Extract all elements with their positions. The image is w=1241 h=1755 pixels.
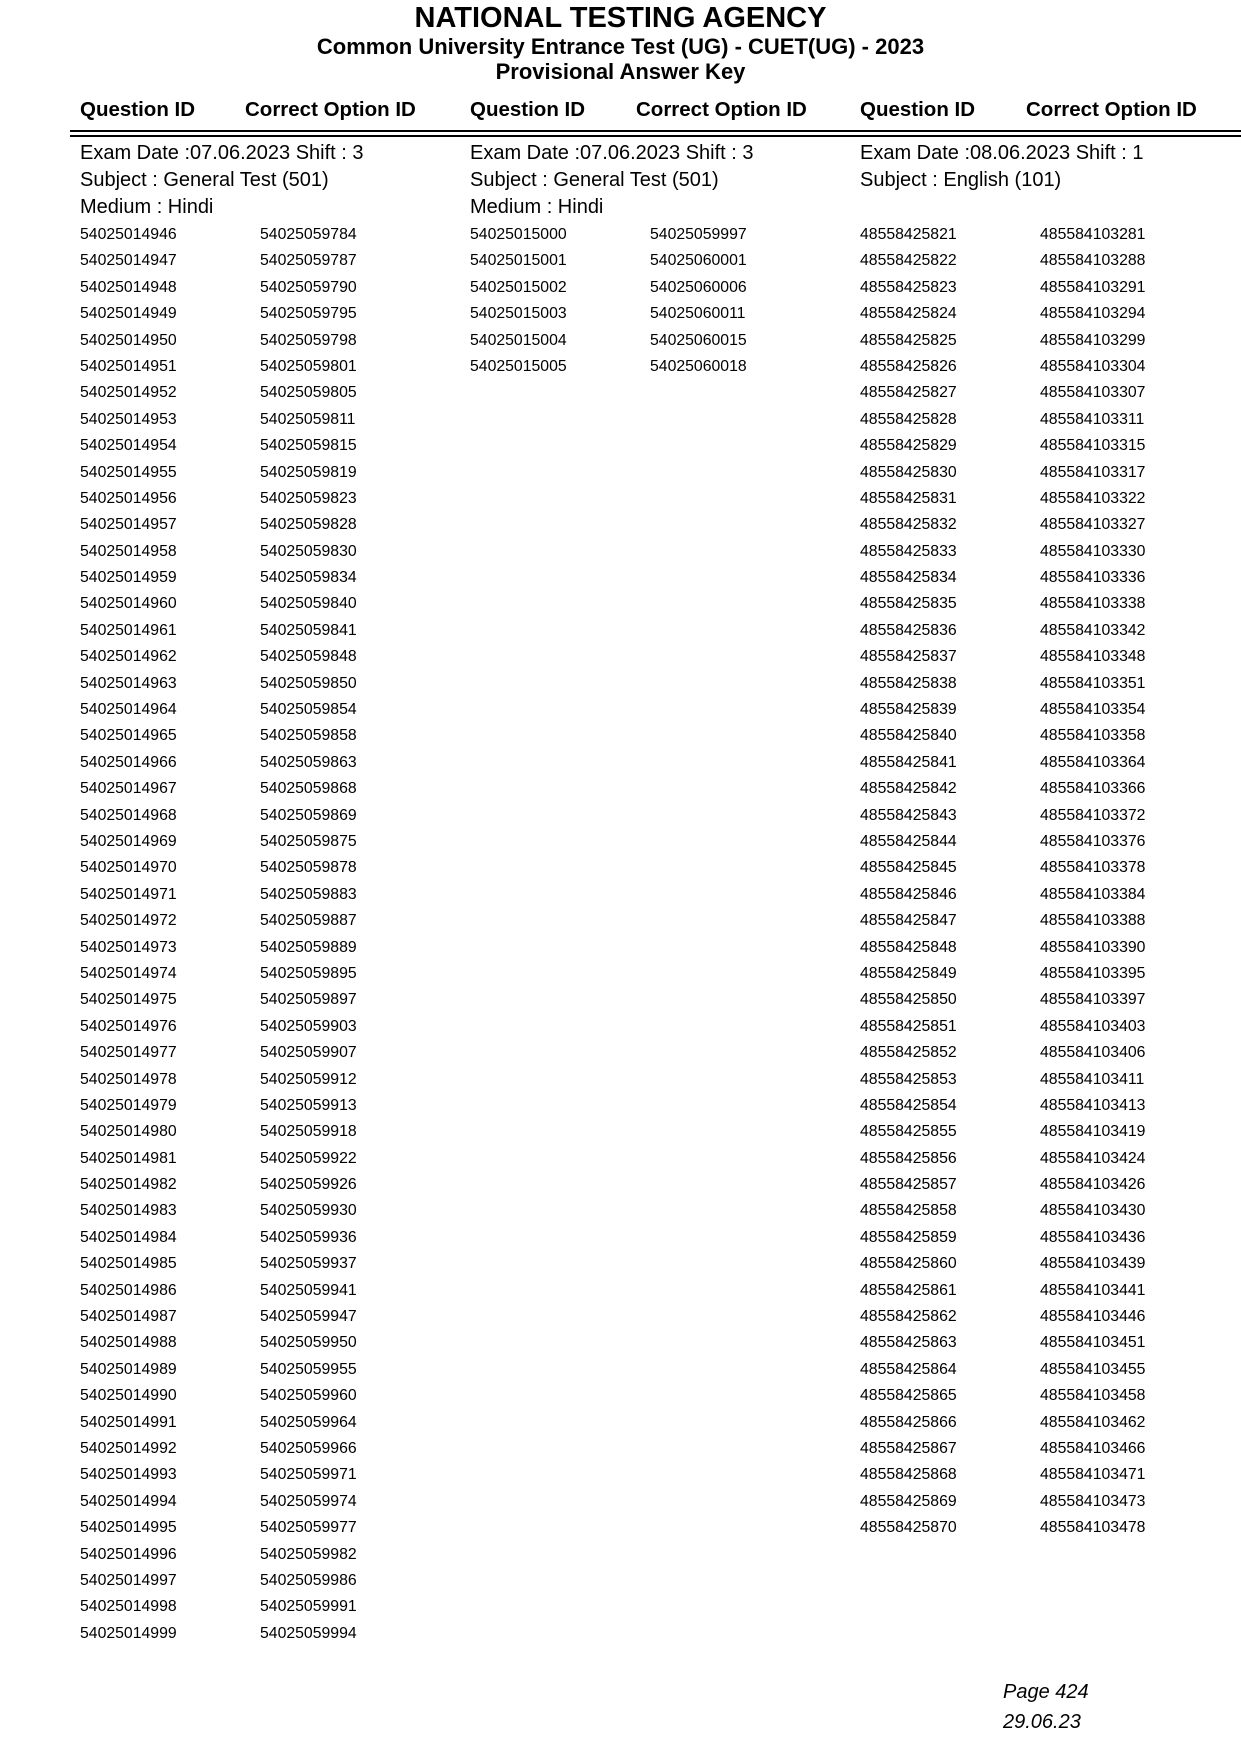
question-id-cell: 48558425822 [860, 252, 957, 270]
question-id-cell: 48558425824 [860, 305, 957, 323]
question-id-cell: 54025014987 [80, 1308, 177, 1326]
question-id-cell: 54025014970 [80, 859, 177, 877]
subject: Subject : English (101) [860, 169, 1062, 191]
question-id-cell: 48558425839 [860, 701, 957, 719]
question-id-cell: 48558425865 [860, 1387, 957, 1405]
correct-option-id-cell: 485584103462 [1040, 1413, 1146, 1431]
answer-section-1 [80, 140, 440, 1642]
correct-option-id-cell: 485584103411 [1040, 1070, 1145, 1088]
question-id-cell: 54025014969 [80, 832, 177, 850]
correct-option-id-cell: 54025059787 [260, 252, 357, 270]
question-id-cell: 48558425857 [860, 1176, 957, 1194]
correct-option-id-cell: 54025060006 [650, 278, 747, 296]
correct-option-id-cell: 54025059971 [260, 1466, 357, 1484]
question-id-cell: 48558425830 [860, 463, 957, 481]
correct-option-id-cell: 54025059912 [260, 1070, 357, 1088]
question-id-cell: 48558425852 [860, 1044, 957, 1062]
correct-option-id-cell: 485584103395 [1040, 964, 1146, 982]
question-id-cell: 54025014980 [80, 1123, 177, 1141]
correct-option-id-cell: 485584103378 [1040, 859, 1146, 877]
question-id-cell: 48558425837 [860, 648, 957, 666]
correct-option-id-cell: 54025059897 [260, 991, 357, 1009]
correct-option-id-header: Correct Option ID [245, 98, 416, 121]
question-id-cell: 54025014981 [80, 1149, 177, 1167]
question-id-cell: 48558425858 [860, 1202, 957, 1220]
question-id-cell: 48558425867 [860, 1439, 957, 1457]
correct-option-id-cell: 485584103358 [1040, 727, 1146, 745]
correct-option-id-cell: 54025059878 [260, 859, 357, 877]
question-id-cell: 48558425844 [860, 832, 957, 850]
question-id-cell: 54025014947 [80, 252, 177, 270]
question-id-cell: 54025014999 [80, 1624, 177, 1642]
correct-option-id-cell: 485584103439 [1040, 1255, 1146, 1273]
correct-option-id-cell: 54025060011 [650, 305, 746, 323]
correct-option-id-cell: 485584103430 [1040, 1202, 1146, 1220]
question-id-cell: 48558425853 [860, 1070, 957, 1088]
correct-option-id-cell: 485584103291 [1040, 278, 1146, 296]
correct-option-id-cell: 54025059805 [260, 384, 357, 402]
question-id-cell: 54025014967 [80, 780, 177, 798]
medium [860, 194, 1220, 221]
question-id-cell: 48558425849 [860, 964, 957, 982]
correct-option-id-cell: 54025059868 [260, 780, 357, 798]
question-id-cell: 54025014990 [80, 1387, 177, 1405]
correct-option-id-header: Correct Option ID [636, 98, 807, 121]
question-id-cell: 48558425841 [860, 753, 957, 771]
correct-option-id-cell: 485584103466 [1040, 1439, 1146, 1457]
question-id-cell: 54025015003 [470, 305, 567, 323]
question-id-cell: 54025014993 [80, 1466, 177, 1484]
correct-option-id-cell: 485584103354 [1040, 701, 1146, 719]
exam-title: Common University Entrance Test (UG) - CUET(UG) - 2023 [316, 34, 925, 59]
correct-option-id-cell: 485584103388 [1040, 912, 1146, 930]
question-id-cell: 54025014988 [80, 1334, 177, 1352]
correct-option-id-cell: 485584103406 [1040, 1044, 1146, 1062]
correct-option-id-cell: 54025059883 [260, 885, 357, 903]
medium: Medium : Hindi [470, 196, 604, 218]
question-id-cell: 48558425827 [860, 384, 957, 402]
correct-option-id-cell: 485584103376 [1040, 832, 1146, 850]
correct-option-id-cell: 485584103364 [1040, 753, 1146, 771]
question-id-cell: 54025014965 [80, 727, 177, 745]
correct-option-id-cell: 485584103384 [1040, 885, 1146, 903]
question-id-header: Question ID [80, 98, 196, 121]
correct-option-id-cell: 54025059811 [260, 410, 356, 428]
correct-option-id-cell: 54025059982 [260, 1545, 357, 1563]
correct-option-id-cell: 54025059918 [260, 1123, 357, 1141]
answer-section-3 [860, 140, 1220, 1537]
correct-option-id-cell: 54025059858 [260, 727, 357, 745]
correct-option-id-cell: 54025059823 [260, 489, 357, 507]
exam-date-shift: Exam Date :08.06.2023 Shift : 1 [860, 142, 1144, 164]
question-id-cell: 48558425825 [860, 331, 957, 349]
question-id-cell: 48558425850 [860, 991, 957, 1009]
correct-option-id-cell: 485584103471 [1040, 1466, 1146, 1484]
question-id-cell: 48558425823 [860, 278, 957, 296]
question-id-cell: 54025014949 [80, 305, 177, 323]
question-id-cell: 54025014995 [80, 1519, 177, 1537]
correct-option-id-cell: 54025059955 [260, 1360, 357, 1378]
correct-option-id-cell: 54025059854 [260, 701, 357, 719]
exam-date-shift: Exam Date :07.06.2023 Shift : 3 [470, 142, 754, 164]
correct-option-id-cell: 485584103317 [1040, 463, 1146, 481]
exam-date-shift: Exam Date :07.06.2023 Shift : 3 [80, 142, 364, 164]
question-id-cell: 54025015001 [470, 252, 567, 270]
question-id-cell: 48558425859 [860, 1228, 957, 1246]
correct-option-id-cell: 54025059840 [260, 595, 357, 613]
correct-option-id-cell: 54025059960 [260, 1387, 357, 1405]
correct-option-id-cell: 54025059936 [260, 1228, 357, 1246]
question-id-cell: 48558425843 [860, 806, 957, 824]
question-id-cell: 48558425864 [860, 1360, 957, 1378]
question-id-cell: 48558425846 [860, 885, 957, 903]
question-id-cell: 54025014968 [80, 806, 177, 824]
question-id-cell: 48558425833 [860, 542, 957, 560]
question-id-cell: 48558425848 [860, 938, 957, 956]
question-id-cell: 48558425835 [860, 595, 957, 613]
question-id-cell: 54025014975 [80, 991, 177, 1009]
question-id-cell: 48558425840 [860, 727, 957, 745]
correct-option-id-cell: 54025059997 [650, 226, 747, 243]
question-id-cell: 54025014979 [80, 1096, 177, 1114]
question-id-cell: 48558425836 [860, 621, 957, 639]
correct-option-id-cell: 54025059977 [260, 1519, 357, 1537]
correct-option-id-cell: 485584103436 [1040, 1228, 1146, 1246]
correct-option-id-cell: 54025059795 [260, 305, 357, 323]
correct-option-id-cell: 485584103281 [1040, 226, 1146, 243]
correct-option-id-header: Correct Option ID [1026, 98, 1197, 121]
correct-option-id-cell: 485584103351 [1040, 674, 1146, 692]
question-id-header: Question ID [860, 98, 976, 121]
question-id-cell: 54025014966 [80, 753, 177, 771]
correct-option-id-cell: 485584103390 [1040, 938, 1146, 956]
question-id-cell: 54025015005 [470, 357, 567, 375]
correct-option-id-cell: 485584103478 [1040, 1519, 1146, 1537]
question-id-cell: 48558425856 [860, 1149, 957, 1167]
correct-option-id-cell: 54025059964 [260, 1413, 357, 1431]
question-id-cell: 48558425862 [860, 1308, 957, 1326]
question-id-cell: 54025014998 [80, 1598, 177, 1616]
question-id-cell: 54025014948 [80, 278, 177, 296]
question-id-cell: 54025014946 [80, 226, 177, 243]
question-id-cell: 48558425842 [860, 780, 957, 798]
question-id-cell: 54025014976 [80, 1017, 177, 1035]
question-id-cell: 54025014951 [80, 357, 177, 375]
correct-option-id-cell: 485584103330 [1040, 542, 1146, 560]
correct-option-id-cell: 485584103419 [1040, 1123, 1146, 1141]
correct-option-id-cell: 485584103342 [1040, 621, 1146, 639]
correct-option-id-cell: 485584103446 [1040, 1308, 1146, 1326]
correct-option-id-cell: 54025059815 [260, 437, 357, 455]
correct-option-id-cell: 485584103441 [1040, 1281, 1146, 1299]
print-date: 29.06.23 [1003, 1711, 1081, 1733]
question-id-cell: 54025014953 [80, 410, 177, 428]
question-id-cell: 54025015004 [470, 331, 567, 349]
header-divider-bottom [70, 135, 1241, 137]
question-id-cell: 54025014959 [80, 569, 177, 587]
question-id-cell: 48558425855 [860, 1123, 957, 1141]
question-id-cell: 54025014983 [80, 1202, 177, 1220]
correct-option-id-cell: 54025060001 [650, 252, 747, 270]
answer-section-2 [470, 140, 830, 375]
correct-option-id-cell: 54025059930 [260, 1202, 357, 1220]
question-id-cell: 48558425860 [860, 1255, 957, 1273]
correct-option-id-cell: 54025059875 [260, 832, 357, 850]
question-id-cell: 54025014984 [80, 1228, 177, 1246]
correct-option-id-cell: 54025060015 [650, 331, 747, 349]
correct-option-id-cell: 54025059863 [260, 753, 357, 771]
question-id-cell: 54025014977 [80, 1044, 177, 1062]
question-id-cell: 54025014992 [80, 1439, 177, 1457]
correct-option-id-cell: 485584103348 [1040, 648, 1146, 666]
correct-option-id-cell: 485584103455 [1040, 1360, 1146, 1378]
question-id-cell: 54025014974 [80, 964, 177, 982]
question-id-cell: 54025015002 [470, 278, 567, 296]
correct-option-id-cell: 54025059994 [260, 1624, 357, 1642]
correct-option-id-cell: 54025059895 [260, 964, 357, 982]
correct-option-id-cell: 485584103307 [1040, 384, 1146, 402]
correct-option-id-cell: 54025059974 [260, 1492, 357, 1510]
question-id-cell: 48558425863 [860, 1334, 957, 1352]
question-id-cell: 48558425834 [860, 569, 957, 587]
question-id-cell: 54025014956 [80, 489, 177, 507]
correct-option-id-cell: 485584103424 [1040, 1149, 1146, 1167]
correct-option-id-cell: 54025059841 [260, 621, 357, 639]
question-id-cell: 54025014950 [80, 331, 177, 349]
question-id-cell: 48558425845 [860, 859, 957, 877]
question-id-cell: 54025014991 [80, 1413, 177, 1431]
question-id-cell: 48558425866 [860, 1413, 957, 1431]
correct-option-id-cell: 54025059834 [260, 569, 357, 587]
question-id-cell: 54025015000 [470, 226, 567, 243]
subject: Subject : General Test (501) [80, 169, 329, 191]
question-id-cell: 54025014994 [80, 1492, 177, 1510]
question-id-cell: 54025014960 [80, 595, 177, 613]
page-number: Page 424 [1003, 1681, 1089, 1703]
medium: Medium : Hindi [80, 196, 214, 218]
question-id-cell: 54025014996 [80, 1545, 177, 1563]
document-title: Provisional Answer Key [495, 59, 746, 84]
correct-option-id-cell: 54025059907 [260, 1044, 357, 1062]
correct-option-id-cell: 485584103304 [1040, 357, 1146, 375]
question-id-cell: 54025014971 [80, 885, 177, 903]
question-id-cell: 48558425832 [860, 516, 957, 534]
correct-option-id-cell: 54025059903 [260, 1017, 357, 1035]
correct-option-id-cell: 485584103288 [1040, 252, 1146, 270]
correct-option-id-cell: 54025059784 [260, 226, 357, 243]
correct-option-id-cell: 485584103327 [1040, 516, 1146, 534]
correct-option-id-cell: 54025059889 [260, 938, 357, 956]
question-id-cell: 54025014986 [80, 1281, 177, 1299]
question-id-cell: 54025014997 [80, 1571, 177, 1589]
correct-option-id-cell: 485584103294 [1040, 305, 1146, 323]
question-id-cell: 48558425828 [860, 410, 957, 428]
question-id-cell: 48558425854 [860, 1096, 957, 1114]
question-id-cell: 48558425870 [860, 1519, 957, 1537]
question-id-cell: 48558425869 [860, 1492, 957, 1510]
header-divider-top [70, 130, 1241, 132]
correct-option-id-cell: 54025059991 [260, 1598, 357, 1616]
question-id-cell: 54025014961 [80, 621, 177, 639]
question-id-cell: 48558425829 [860, 437, 957, 455]
question-id-cell: 48558425826 [860, 357, 957, 375]
question-id-cell: 48558425851 [860, 1017, 957, 1035]
correct-option-id-cell: 54025059941 [260, 1281, 357, 1299]
question-id-cell: 54025014963 [80, 674, 177, 692]
question-id-cell: 54025014952 [80, 384, 177, 402]
correct-option-id-cell: 54025059801 [260, 357, 357, 375]
correct-option-id-cell: 54025059937 [260, 1255, 357, 1273]
correct-option-id-cell: 485584103473 [1040, 1492, 1146, 1510]
question-id-cell: 54025014972 [80, 912, 177, 930]
correct-option-id-cell: 485584103366 [1040, 780, 1146, 798]
question-id-cell: 48558425868 [860, 1466, 957, 1484]
correct-option-id-cell: 485584103413 [1040, 1096, 1146, 1114]
question-id-cell: 48558425831 [860, 489, 957, 507]
question-id-cell: 54025014962 [80, 648, 177, 666]
correct-option-id-cell: 485584103403 [1040, 1017, 1146, 1035]
correct-option-id-cell: 54025059913 [260, 1096, 357, 1114]
correct-option-id-cell: 54025059790 [260, 278, 357, 296]
question-id-cell: 54025014982 [80, 1176, 177, 1194]
correct-option-id-cell: 54025060018 [650, 357, 747, 375]
correct-option-id-cell: 54025059850 [260, 674, 357, 692]
correct-option-id-cell: 485584103397 [1040, 991, 1146, 1009]
correct-option-id-cell: 485584103372 [1040, 806, 1146, 824]
correct-option-id-cell: 54025059926 [260, 1176, 357, 1194]
correct-option-id-cell: 485584103336 [1040, 569, 1146, 587]
agency-title: NATIONAL TESTING AGENCY [414, 2, 827, 34]
correct-option-id-cell: 54025059848 [260, 648, 357, 666]
correct-option-id-cell: 54025059798 [260, 331, 357, 349]
question-id-header: Question ID [470, 98, 586, 121]
correct-option-id-cell: 485584103458 [1040, 1387, 1146, 1405]
question-id-cell: 54025014964 [80, 701, 177, 719]
question-id-cell: 54025014958 [80, 542, 177, 560]
correct-option-id-cell: 54025059922 [260, 1149, 357, 1167]
correct-option-id-cell: 485584103311 [1040, 410, 1145, 428]
question-id-cell: 48558425861 [860, 1281, 957, 1299]
correct-option-id-cell: 485584103322 [1040, 489, 1146, 507]
subject: Subject : General Test (501) [470, 169, 719, 191]
question-id-cell: 54025014989 [80, 1360, 177, 1378]
question-id-cell: 54025014985 [80, 1255, 177, 1273]
question-id-cell: 48558425838 [860, 674, 957, 692]
correct-option-id-cell: 54025059869 [260, 806, 357, 824]
correct-option-id-cell: 54025059966 [260, 1439, 357, 1457]
correct-option-id-cell: 54025059830 [260, 542, 357, 560]
correct-option-id-cell: 54025059819 [260, 463, 357, 481]
question-id-cell: 54025014954 [80, 437, 177, 455]
question-id-cell: 54025014957 [80, 516, 177, 534]
question-id-cell: 54025014978 [80, 1070, 177, 1088]
question-id-cell: 54025014973 [80, 938, 177, 956]
question-id-cell: 48558425821 [860, 226, 957, 243]
correct-option-id-cell: 485584103315 [1040, 437, 1146, 455]
correct-option-id-cell: 54025059986 [260, 1571, 357, 1589]
correct-option-id-cell: 485584103299 [1040, 331, 1146, 349]
question-id-cell: 54025014955 [80, 463, 177, 481]
correct-option-id-cell: 54025059950 [260, 1334, 357, 1352]
correct-option-id-cell: 485584103451 [1040, 1334, 1146, 1352]
correct-option-id-cell: 54025059887 [260, 912, 357, 930]
question-id-cell: 48558425847 [860, 912, 957, 930]
correct-option-id-cell: 54025059828 [260, 516, 357, 534]
correct-option-id-cell: 485584103338 [1040, 595, 1146, 613]
correct-option-id-cell: 54025059947 [260, 1308, 357, 1326]
correct-option-id-cell: 485584103426 [1040, 1176, 1146, 1194]
